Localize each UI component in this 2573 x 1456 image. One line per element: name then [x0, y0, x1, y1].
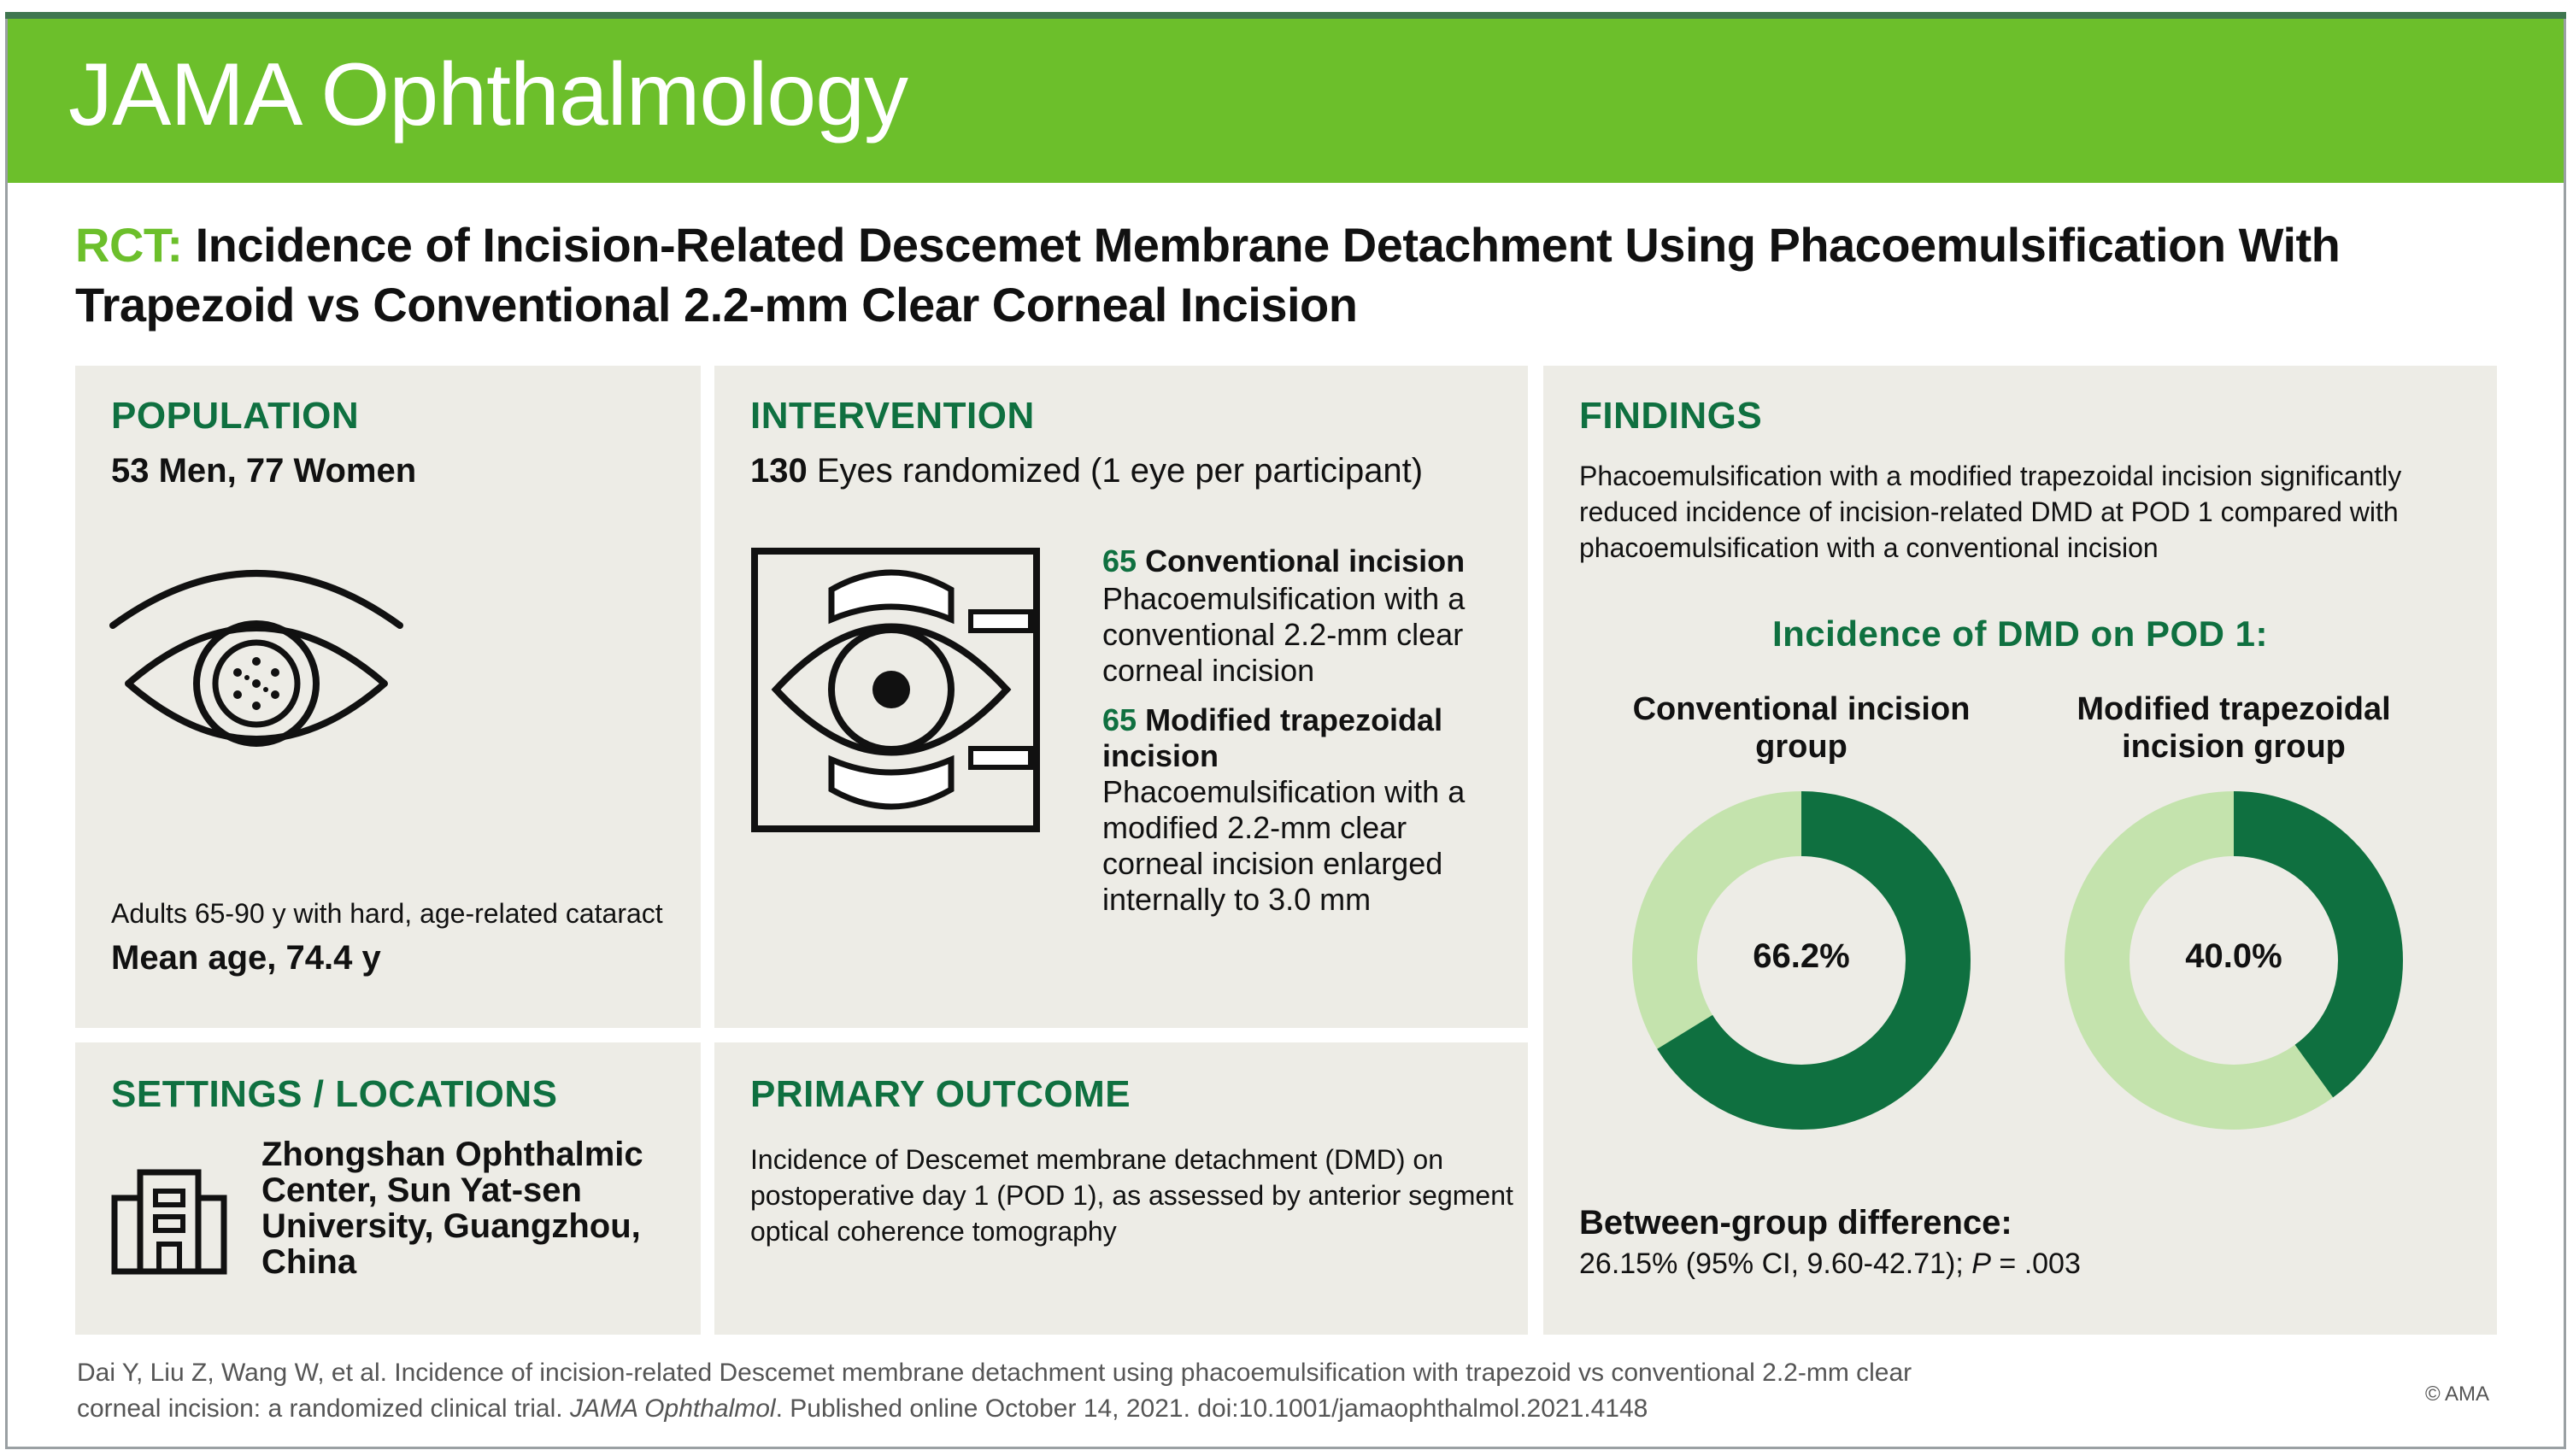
- outcome-line: postoperative day 1 (POD 1), as assessed by anterior segment: [750, 1180, 1513, 1211]
- findings-line: reduced incidence of incision-related DMD at POD 1 compared with: [1579, 496, 2399, 527]
- donut-value-conventional: 66.2%: [1753, 937, 1850, 975]
- header-topline: [5, 12, 2566, 19]
- population-mean-age: Mean age, 74.4 y: [111, 939, 381, 977]
- group2-desc-line: Phacoemulsification with a: [1102, 774, 1466, 809]
- group2-desc-line: modified 2.2-mm clear: [1102, 810, 1407, 845]
- population-counts: 53 Men, 77 Women: [111, 452, 417, 490]
- copyright: © AMA: [2425, 1383, 2490, 1406]
- group1-desc-line: conventional 2.2-mm clear: [1102, 617, 1464, 652]
- eye-icon: [103, 555, 410, 760]
- page-title: [75, 215, 2468, 335]
- population-heading: POPULATION: [111, 395, 360, 437]
- group1-desc-line: Phacoemulsification with a: [1102, 581, 1466, 616]
- outcome-line: Incidence of Descemet membrane detachment (DMD) on: [750, 1144, 1444, 1175]
- citation: Dai Y, Liu Z, Wang W, et al. Incidence of incision-related Descemet membrane detachment using phacoemulsification with trapezoid vs conventional 2.2-mm clear corneal incision: a randomized clinical trial. JAMA Ophthalmol. Published online October 14, 2021. doi:10.1001/jamaophthalmol.2021.4148: [77, 1359, 1912, 1423]
- intervention-randomized: 130 Eyes randomized (1 eye per participant): [750, 452, 1424, 490]
- settings-line: Zhongshan Ophthalmic: [261, 1136, 643, 1173]
- donut-label-trapezoidal: Modified trapezoidal incision group: [2077, 691, 2391, 765]
- eye-surgery-icon: [750, 547, 1041, 833]
- findings-heading: FINDINGS: [1579, 395, 1763, 437]
- outcome-heading: PRIMARY OUTCOME: [750, 1073, 1131, 1115]
- findings-line: phacoemulsification with a conventional incision: [1579, 532, 2159, 563]
- population-criteria: Adults 65-90 y with hard, age-related cataract: [111, 898, 663, 929]
- settings-heading: SETTINGS / LOCATIONS: [111, 1073, 558, 1115]
- title-text: Incidence of Incision-Related Descemet Membrane Detachment Using Phacoemulsification With Trapezoid vs Conventional 2.2-mm Clear Corneal Incision: [75, 218, 2341, 332]
- journal-name: JAMA Ophthalmology: [68, 45, 908, 144]
- outcome-line: optical coherence tomography: [750, 1216, 1117, 1247]
- findings-line: Phacoemulsification with a modified trapezoidal incision significantly: [1579, 461, 2402, 491]
- group1-title: 65 Conventional incision: [1102, 543, 1466, 578]
- between-group-value: 26.15% (95% CI, 9.60-42.71); P = .003: [1579, 1248, 2081, 1280]
- donut-value-trapezoidal: 40.0%: [2185, 937, 2282, 975]
- between-group-label: Between-group difference:: [1579, 1204, 2012, 1242]
- group2-title-l2: incision: [1102, 738, 1219, 773]
- group2-desc-line: internally to 3.0 mm: [1102, 882, 1372, 917]
- intervention-heading: INTERVENTION: [750, 395, 1035, 437]
- chart-title: Incidence of DMD on POD 1:: [1771, 614, 2269, 654]
- group1-desc-line: corneal incision: [1102, 653, 1315, 688]
- donut-label-conventional: Conventional incision group: [1632, 691, 1971, 765]
- title-prefix: RCT:: [75, 218, 183, 272]
- building-icon: [111, 1169, 227, 1275]
- settings-line: China: [261, 1243, 357, 1281]
- settings-line: University, Guangzhou,: [261, 1207, 641, 1245]
- settings-line: Center, Sun Yat-sen: [261, 1171, 582, 1209]
- group2-title: 65 Modified trapezoidal: [1102, 702, 1443, 737]
- group2-desc-line: corneal incision enlarged: [1102, 846, 1443, 881]
